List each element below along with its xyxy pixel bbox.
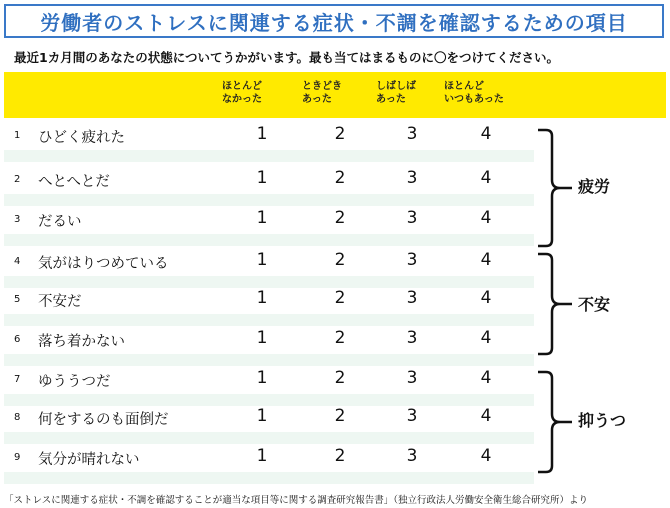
table-row — [4, 446, 534, 484]
score-option-1[interactable]: 1 — [256, 446, 268, 466]
column-header-4: ほとんど いつもあった — [444, 81, 504, 105]
source-citation: 「ストレスに関連する症状・不調を確認することが適当な項目等に関する調査研究報告書」（独立行政法人労働安全衛生総合研究所）より — [4, 495, 588, 506]
item-number: 3 — [14, 214, 21, 225]
item-text: だるい — [38, 214, 82, 230]
score-option-1[interactable]: 1 — [256, 124, 268, 144]
category-fatigue: 疲労 — [578, 177, 611, 196]
score-option-3[interactable]: 3 — [406, 208, 418, 228]
score-option-1[interactable]: 1 — [256, 288, 268, 308]
score-option-3[interactable]: 3 — [406, 288, 418, 308]
item-text: へとへとだ — [38, 174, 110, 190]
title-text: 労働者のストレスに関連する症状・不調を確認するための項目 — [40, 10, 628, 35]
score-option-4[interactable]: 4 — [480, 250, 492, 270]
item-text: 何をするのも面倒だ — [38, 412, 169, 428]
score-option-4[interactable]: 4 — [480, 124, 492, 144]
score-option-2[interactable]: 2 — [334, 328, 346, 348]
score-option-1[interactable]: 1 — [256, 368, 268, 388]
table-row — [4, 250, 534, 288]
score-option-2[interactable]: 2 — [334, 446, 346, 466]
table-row — [4, 406, 534, 444]
score-option-2[interactable]: 2 — [334, 250, 346, 270]
score-option-3[interactable]: 3 — [406, 406, 418, 426]
score-option-1[interactable]: 1 — [256, 250, 268, 270]
table-row — [4, 288, 534, 326]
item-text: ゆううつだ — [38, 374, 111, 390]
score-option-2[interactable]: 2 — [334, 288, 346, 308]
score-option-2[interactable]: 2 — [334, 368, 346, 388]
item-number: 4 — [14, 256, 21, 267]
score-option-2[interactable]: 2 — [334, 208, 346, 228]
item-text: ひどく疲れた — [38, 130, 125, 146]
score-option-4[interactable]: 4 — [480, 168, 492, 188]
score-option-4[interactable]: 4 — [480, 406, 492, 426]
score-option-3[interactable]: 3 — [406, 328, 418, 348]
score-option-1[interactable]: 1 — [256, 328, 268, 348]
item-text: 気がはりつめている — [38, 256, 169, 272]
score-option-4[interactable]: 4 — [480, 208, 492, 228]
table-row — [4, 368, 534, 406]
table-row — [4, 124, 534, 162]
table-row — [4, 328, 534, 366]
instruction-text: 最近1カ月間のあなたの状態についてうかがいます。最も当てはまるものに〇をつけてください。 — [14, 50, 559, 65]
item-number: 5 — [14, 294, 21, 305]
category-depression: 抑うつ — [578, 411, 627, 430]
item-text: 気分が晴れない — [38, 452, 140, 468]
score-option-1[interactable]: 1 — [256, 208, 268, 228]
item-text: 不安だ — [38, 294, 82, 310]
item-number: 8 — [14, 412, 21, 423]
table-row — [4, 168, 534, 206]
page-title — [4, 4, 664, 38]
item-number: 9 — [14, 452, 21, 463]
score-option-1[interactable]: 1 — [256, 168, 268, 188]
table-row — [4, 208, 534, 246]
score-option-2[interactable]: 2 — [334, 168, 346, 188]
score-option-3[interactable]: 3 — [406, 250, 418, 270]
column-header-1: ほとんど なかった — [222, 81, 262, 105]
score-option-4[interactable]: 4 — [480, 446, 492, 466]
score-option-3[interactable]: 3 — [406, 368, 418, 388]
column-header-3: しばしば あった — [376, 81, 416, 105]
item-number: 1 — [14, 130, 21, 141]
score-option-4[interactable]: 4 — [480, 288, 492, 308]
item-text: 落ち着かない — [38, 334, 125, 350]
score-option-4[interactable]: 4 — [480, 328, 492, 348]
category-anxiety: 不安 — [578, 295, 611, 314]
score-option-2[interactable]: 2 — [334, 124, 346, 144]
score-option-4[interactable]: 4 — [480, 368, 492, 388]
score-option-3[interactable]: 3 — [406, 124, 418, 144]
score-option-1[interactable]: 1 — [256, 406, 268, 426]
score-option-3[interactable]: 3 — [406, 446, 418, 466]
score-option-2[interactable]: 2 — [334, 406, 346, 426]
item-number: 6 — [14, 334, 21, 345]
item-number: 7 — [14, 374, 21, 385]
column-header-2: ときどき あった — [302, 81, 342, 105]
score-option-3[interactable]: 3 — [406, 168, 418, 188]
item-number: 2 — [14, 174, 21, 185]
